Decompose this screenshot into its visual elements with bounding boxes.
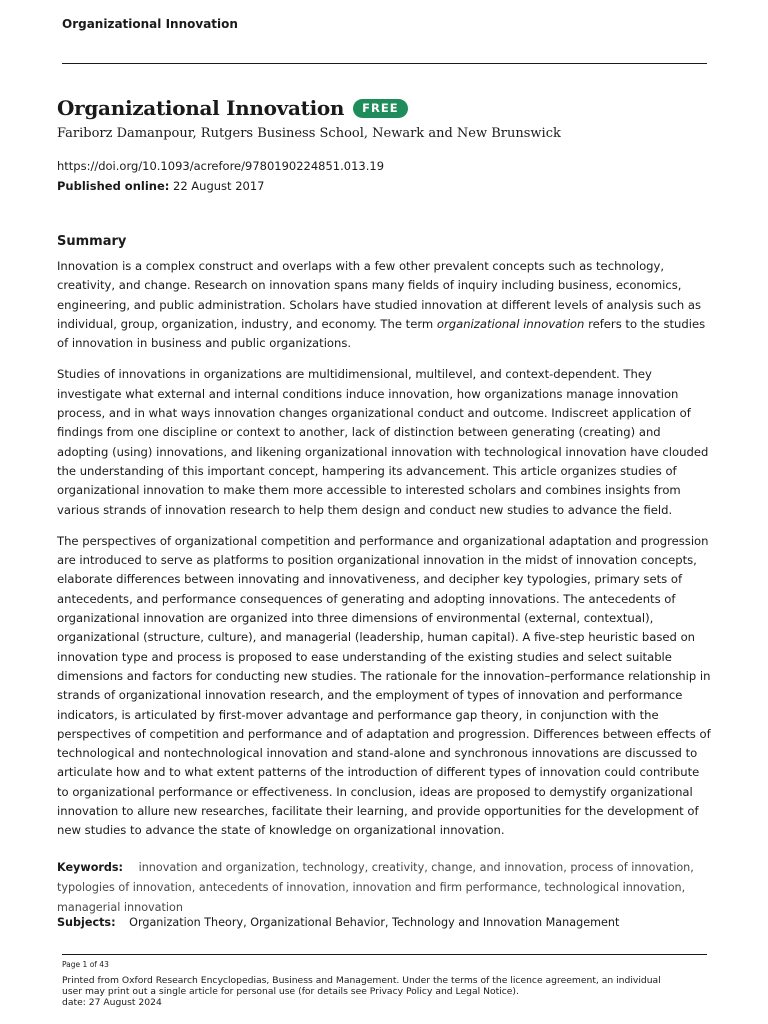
summary-paragraph-3: The perspectives of organizational competition and performance and organizational adaptation and progression are introduced to serve as platforms to position organizational innovation in the midst of innovation concepts, elaborate differences between innovating and innovativeness, and decipher key typologies, primary sets of antecedents, and performance consequences of generating and adopting innovations. The antecedents of organizational innovation are organized into three dimensions of environmental (external, contextual), organizational (structure, culture), and managerial (leadership, human capital). A five-step heuristic based on innovation type and process is proposed to ease understanding of the existing studies and select suitable dimensions and factors for conducting new studies. The rationale for the innovation–performance relationship in strands of organizational innovation research, and the employment of types of innovation and performance indicators, is articulated by first-mover advantage and performance gap theory, in conjunction with the perspectives of competition and performance and of adaptation and progression. Differences between effects of technological and nontechnological innovation and stand-alone and synchronous innovations are discussed to articulate how and to what extent patterns of the introduction of different types of innovation could contribute to organizational performance or effectiveness. In conclusion, ideas are proposed to demystify organizational innovation to allure new researches, facilitate their learning, and provide opportunities for the development of new studies to advance the state of knowledge on organizational innovation. — [57, 533, 711, 838]
summary-heading: Summary — [57, 234, 127, 249]
bottom-divider — [62, 954, 707, 955]
subjects-row — [57, 916, 619, 929]
print-footer — [62, 976, 707, 1008]
page-number: Page 1 of 43 — [62, 960, 109, 969]
published-line — [57, 179, 264, 193]
free-badge: FREE — [353, 99, 407, 118]
keywords-list: innovation and organization, technology, creativity, change, and innovation, process of innovation, typologies of innovation, antecedents of innovation, innovation and firm performance, technological innovation, managerial innovation — [57, 861, 694, 914]
subjects-list: Organization Theory, Organizational Behavior, Technology and Innovation Management — [129, 916, 620, 929]
footer-line-3: date: 27 August 2024 — [62, 996, 162, 1008]
footer-line-2: user may print out a single article for personal use (for details see Privacy Policy and Legal Notice). — [62, 985, 519, 997]
published-label: Published online: — [57, 179, 170, 193]
keywords-label: Keywords: — [57, 861, 124, 874]
emphasized-term: organizational innovation — [436, 316, 585, 331]
title-row — [57, 96, 408, 120]
doi-link[interactable]: https://doi.org/10.1093/acrefore/9780190224851.013.19 — [57, 159, 385, 173]
summary-paragraph-1: Innovation is a complex construct and overlaps with a few other prevalent concepts such as technology, creativity, and change. Research on innovation spans many fields of inquiry including business, economics, engineering, and public administration. Scholars have studied innovation at different levels of analysis such as individual, group, organization, industry, and economy. The term organizational innovation refers to the studies of innovation in business and public organizations. — [57, 259, 706, 351]
published-date: 22 August 2017 — [173, 179, 265, 193]
footer-line-1: Printed from Oxford Research Encyclopedias, Business and Management. Under the terms of the licence agreement, an individual — [62, 975, 661, 986]
article-title: Organizational Innovation — [57, 96, 345, 120]
top-divider — [62, 63, 707, 64]
summary-paragraph-2: Studies of innovations in organizations are multidimensional, multilevel, and context-dependent. They investigate what external and internal conditions induce innovation, how organizations manage innovation process, and in what ways innovation changes organizational conduct and outcome. Indiscreet application of findings from one discipline or context to another, lack of distinction between generating (creating) and adopting (using) innovations, and likening organizational innovation with technological innovation have clouded the understanding of this important concept, hampering its advancement. This article organizes studies of organizational innovation to make them more accessible to interested scholars and combines insights from various strands of innovation research to help them design and conduct new studies to advance the field. — [57, 367, 709, 517]
subjects-label: Subjects: — [57, 916, 116, 929]
keywords-row — [57, 858, 711, 918]
running-head-title: Organizational Innovation — [62, 17, 238, 31]
author-line: Fariborz Damanpour, Rutgers Business School, Newark and New Brunswick — [57, 126, 561, 141]
summary-body — [57, 257, 711, 853]
